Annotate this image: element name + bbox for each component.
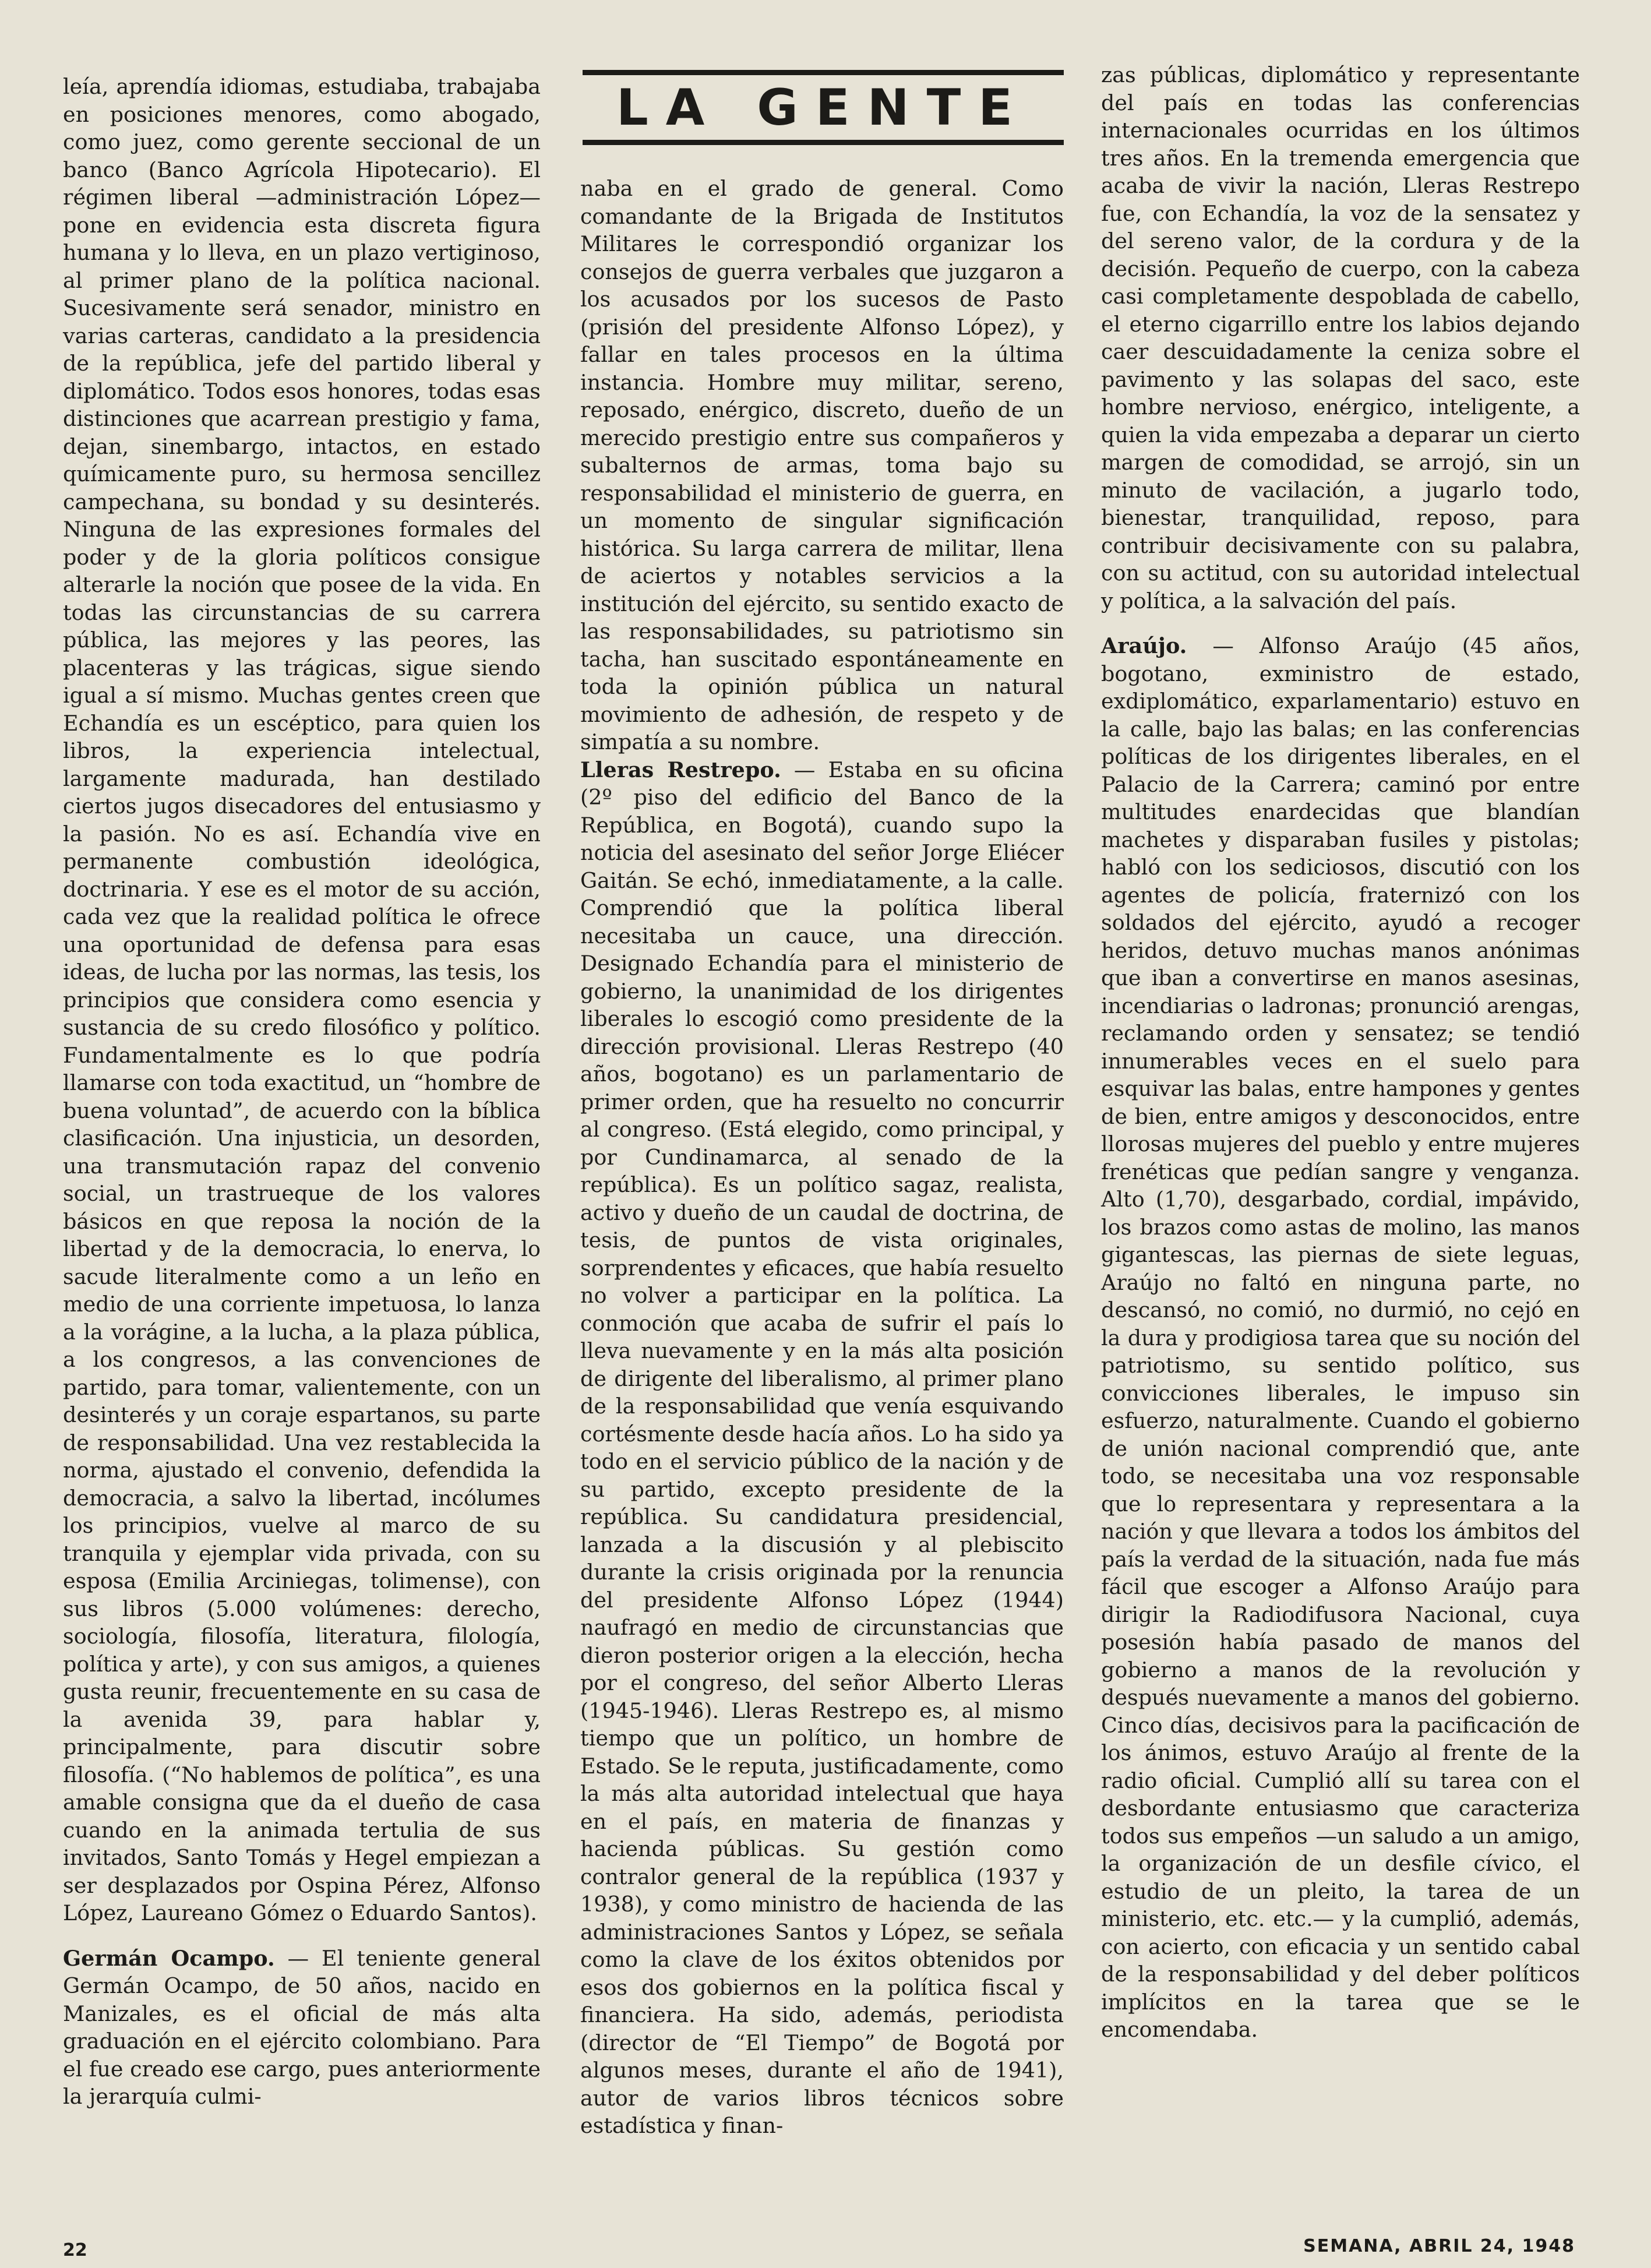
ocampo-paragraph [63, 1945, 541, 2111]
lleras-text: — Estaba en su oficina (2º piso del edificio del Banco de la República, en Bogotá), cuando supo la noticia del asesinato del señor Jorge Eliécer Gaitán. Se echó, inmediatamente, a la calle. Comprendió que la política liberal necesitaba un cauce, una dirección. Designado Echandía para el ministerio de gobierno, la unanimidad de los dirigentes liberales lo escogió como presidente de la dirección provisional. Lleras Restrepo (40 años, bogotano) es un parlamentario de primer orden, que ha resuelto no concurrir al congreso. (Está elegido, como principal, y por Cundinamarca, al senado de la república). Es un político sagaz, realista, activo y dueño de un caudal de doctrina, de tesis, de puntos de vista originales, sorprendentes y eficaces, que había resuelto no volver a participar en la política. La conmoción que acaba de sufrir el país lo lleva nuevamente y en la más alta posición de dirigente del liberalismo, al primer plano de la responsabilidad que venía esquivando cortésmente desde hacía años. Lo ha sido ya todo en el servicio público de la nación y de su partido, excepto presidente de la república. Su candidatura presidencial, lanzada a la discusión y al plebiscito durante la crisis originada por la renuncia del presidente Alfonso López (1944) naufragó en medio de circunstancias que dieron posterior origen a la elección, hecha por el congreso, del señor Alberto Lleras (1945-1946). Lleras Restrepo es, al mismo tiempo que un político, un hombre de Estado. Se le reputa, justificadamente, como la más alta autoridad intelectual que haya en el país, en materia de finanzas y hacienda públicas. Su gestión como contralor general de la república (1937 y 1938), y como ministro de hacienda de las administraciones Santos y López, se señala como la clave de los éxitos obtenidos por esos dos gobiernos en la política fiscal y financiera. Ha sido, además, periodista (director de “El Tiempo” de Bogotá por algunos meses, durante el año de 1941), autor de varios libros técnicos sobre estadística y finan- [580, 757, 1064, 2138]
ocampo-continuation: naba en el grado de general. Como comandante de la Brigada de Institutos Militares le correspondió organizar los consejos de guerra verbales que juzgaron a los acusados por los sucesos de Pasto (prisión del presidente Alfonso López), y fallar en tales procesos en la última instancia. Hombre muy militar, sereno, reposado, enérgico, discreto, dueño de un merecido prestigio entre sus compañeros y subalternos de armas, toma bajo su responsabilidad el ministerio de guerra, en un momento de singular significación histórica. Su larga carrera de militar, llena de aciertos y notables servicios a la institución del ejército, su sentido exacto de las responsabilidades, su patriotismo sin tacha, han suscitado espontáneamente en toda la opinión pública un natural movimiento de adhesión, de respeto y de simpatía a su nombre. [580, 176, 1064, 754]
echandia-paragraph: leía, aprendía idiomas, estudiaba, trabajaba en posiciones menores, como abogado, como juez, como gerente seccional de un banco (Banco Agrícola Hipotecario). El régimen liberal —administración López— pone en evidencia esta discreta figura humana y lo lleva, en un plazo vertiginoso, al primer plano de la política nacional. Sucesivamente será senador, ministro en varias carteras, candidato a la presidencia de la república, jefe del partido liberal y diplomático. Todos esos honores, todas esas distinciones que acarrean prestigio y fama, dejan, sinembargo, intactos, en estado químicamente puro, su hermosa sencillez campechana, su bondad y su desinterés. Ninguna de las expresiones formales del poder y de la gloria políticos consigue alterarle la noción que posee de la vida. En todas las circunstancias de su carrera pública, las mejores y las peores, las placenteras y las trágicas, sigue siendo igual a sí mismo. Muchas gentes creen que Echandía es un escéptico, para quien los libros, la experiencia intelectual, largamente madurada, han destilado ciertos jugos disecadores del entusiasmo y la pasión. No es así. Echandía vive en permanente combustión ideológica, doctrinaria. Y ese es el motor de su acción, cada vez que la realidad política le ofrece una oportunidad de defensa para esas ideas, de lucha por las normas, las tesis, los principios que considera como esencia y sustancia de su credo filosófico y político. Fundamentalmente es lo que podría llamarse con toda exactitud, un “hombre de buena voluntad”, de acuerdo con la bíblica clasificación. Una injusticia, un desorden, una transmutación rapaz del convenio social, un trastrueque de los valores básicos en que reposa la noción de la libertad y de la democracia, lo enerva, lo sacude literalmente como a un leño en medio de una corriente impetuosa, lo lanza a la vorágine, a la lucha, a la plaza pública, a los congresos, a las convenciones de partido, para tomar, valientemente, con un desinterés y un coraje espartanos, su parte de responsabilidad. Una vez restablecida la norma, ajustado el convenio, defendida la democracia, a salvo la libertad, incólumes los principios, vuelve al marco de su tranquila y ejemplar vida privada, con su esposa (Emilia Arciniegas, tolimense), con sus libros (5.000 volúmenes: derecho, sociología, filosofía, literatura, filología, política y arte), y con sus amigos, a quienes gusta reunir, frecuentemente en su casa de la avenida 39, para hablar y, principalmente, para discutir sobre filosofía. (“No hablemos de política”, es una amable consigna que da el dueño de casa cuando en la animada tertulia de sus invitados, Santo Tomás y Hegel empiezan a ser desplazados por Ospina Pérez, Alfonso López, Laureano Gómez o Eduardo Santos). [63, 74, 541, 1925]
lleras-heading: Lleras Restrepo. [580, 757, 781, 782]
ocampo-text: — El teniente general Germán Ocampo, de 50 años, nacido en Manizales, es el oficial de más alta graduación en el ejército colombiano. Para el fue creado ese cargo, pues anteriormente la jerarquía culmi- [63, 1945, 541, 2109]
lleras-paragraph [580, 756, 1064, 2140]
footer-issue-date: SEMANA, ABRIL 24, 1948 [1303, 2236, 1575, 2256]
araujo-paragraph [1101, 632, 1580, 2044]
araujo-heading: Araújo. [1101, 633, 1187, 658]
middle-column [580, 175, 1064, 2140]
page-number: 22 [63, 2240, 87, 2260]
right-column [1101, 61, 1580, 2044]
ocampo-heading: Germán Ocampo. [63, 1945, 275, 1971]
title-rule-top [583, 70, 1064, 75]
section-title: LA GENTE [616, 79, 1031, 137]
araujo-text: — Alfonso Araújo (45 años, bogotano, exministro de estado, exdiplomático, exparlamentario) estuvo en la calle, bajo las balas; en las conferencias políticas de los dirigentes liberales, en el Palacio de la Carrera; caminó por entre multitudes enardecidas que blandían machetes y disparaban fusiles y pistolas; habló con los sediciosos, discutió con los agentes de policía, fraternizó con los soldados del ejército, ayudó a recoger heridos, detuvo muchas manos anónimas que iban a convertirse en manos asesinas, incendiarias o ladronas; pronunció arengas, reclamando orden y sensatez; se tendió innumerables veces en el suelo para esquivar las balas, entre hampones y gentes de bien, entre amigos y desconocidos, entre llorosas mujeres del pueblo y entre mujeres frenéticas que pedían sangre y venganza. Alto (1,70), desgarbado, cordial, impávido, los brazos como astas de molino, las manos gigantescas, las piernas de siete leguas, Araújo no faltó en ninguna parte, no descansó, no comió, no durmió, no cejó en la dura y prodigiosa tarea que su noción del patriotismo, su sentido político, sus convicciones liberales, le impuso sin esfuerzo, naturalmente. Cuando el gobierno de unión nacional comprendió que, ante todo, se necesitaba una voz responsable que lo representara y representara a la nación y que llevara a todos los ámbitos del país la verdad de la situación, nada fue más fácil que escoger a Alfonso Araújo para dirigir la Radiodifusora Nacional, cuya posesión había pasado de manos del gobierno a manos de la revolución y después nuevamente a manos del gobierno. Cinco días, decisivos para la pacificación de los ánimos, estuvo Araújo al frente de la radio oficial. Cumplió allí su tarea con el desbordante entusiasmo que caracteriza todos sus empeños —un saludo a un amigo, la organización de un desfile cívico, el estudio de un pleito, la tarea de un ministerio, etc. etc.— y la cumplió, además, con acierto, con eficacia y un sentido cabal de la responsabilidad y del deber políticos implícitos en la tarea que se le encomendaba. [1101, 633, 1580, 2042]
lleras-continuation: zas públicas, diplomático y representante del país en todas las conferencias internacionales ocurridas en los últimos tres años. En la tremenda emergencia que acaba de vivir la nación, Lleras Restrepo fue, con Echandía, la voz de la sensatez y del sereno valor, de la cordura y de la decisión. Pequeño de cuerpo, con la cabeza casi completamente despoblada de cabello, el eterno cigarrillo entre los labios dejando caer descuidadamente la ceniza sobre el pavimento y las solapas del saco, este hombre nervioso, enérgico, inteligente, a quien la vida empezaba a deparar un cierto margen de comodidad, se arrojó, sin un minuto de vacilación, a jugarlo todo, bienestar, tranquilidad, reposo, para contribuir decisivamente con su palabra, con su actitud, con su autoridad intelectual y política, a la salvación del país. [1101, 62, 1580, 613]
left-column [63, 73, 541, 2111]
title-rule-bottom [583, 140, 1064, 145]
